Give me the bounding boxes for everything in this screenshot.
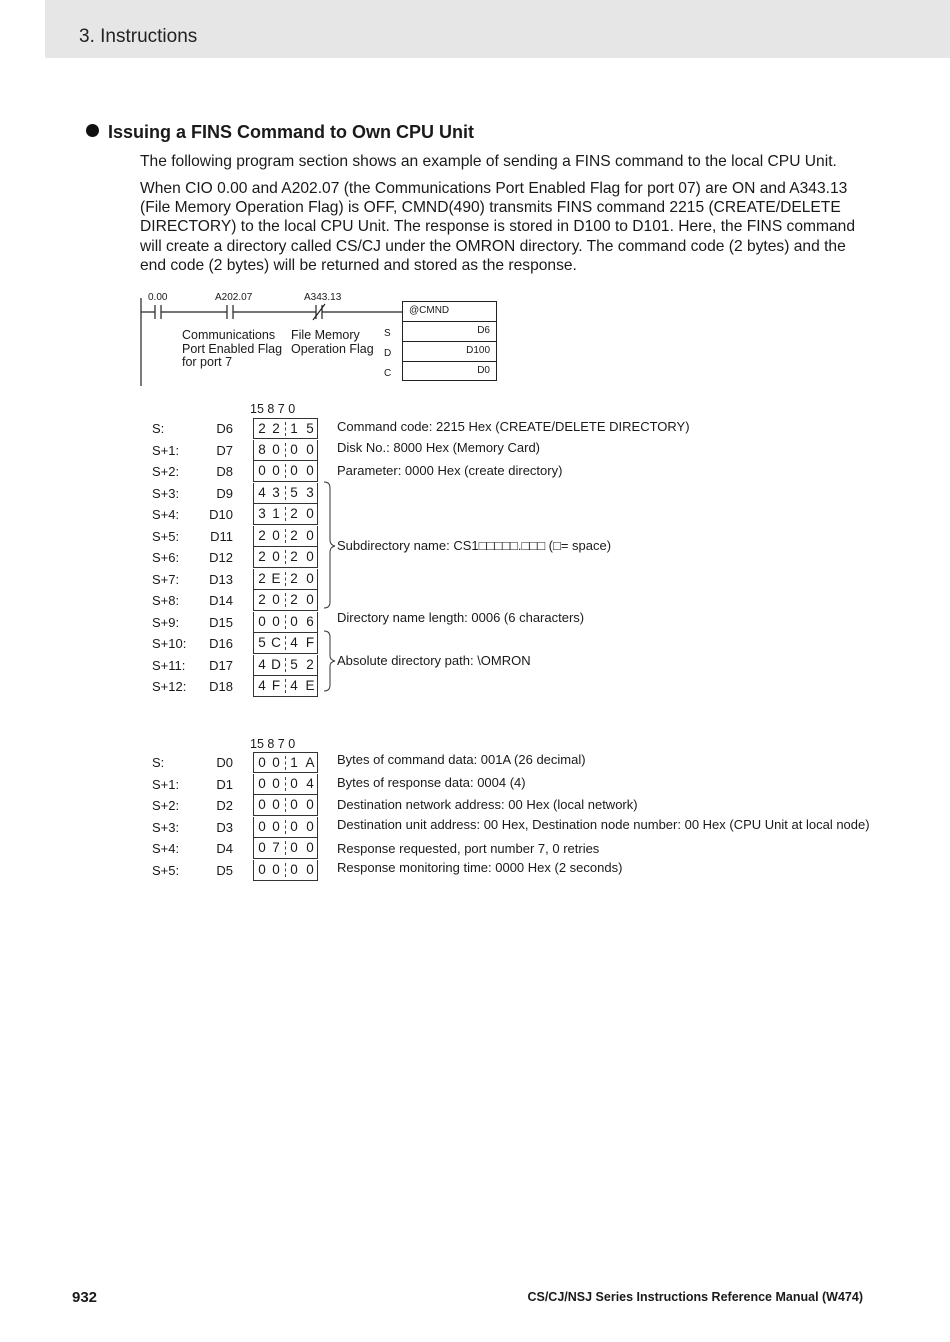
hex-digit: F [271, 678, 281, 693]
word-label: D14 [209, 593, 233, 608]
desc-parameter: Parameter: 0000 Hex (create directory) [337, 463, 563, 478]
hex-digit: 0 [272, 463, 280, 478]
desc-response-port: Response requested, port number 7, 0 retries [337, 841, 600, 856]
desc-subdirectory: Subdirectory name: CS1□□□□□.□□□ (□= space) [337, 538, 612, 553]
section-title-text: Issuing a FINS Command to Own CPU Unit [108, 122, 475, 142]
hex-digit: 3 [306, 484, 314, 500]
hex-digit: 4 [290, 635, 298, 650]
hex-digit: 0 [290, 797, 298, 812]
offset-label: S: [152, 755, 165, 770]
hex-digit: 0 [290, 861, 298, 877]
word-label: D8 [216, 464, 233, 479]
hex-digit: 5 [290, 484, 298, 500]
hex-digit: 0 [306, 549, 314, 564]
offset-label: S+12: [152, 679, 187, 694]
desc-cmd-bytes: Bytes of command data: 001A (26 decimal) [337, 752, 586, 767]
hex-digit: 0 [290, 463, 298, 478]
comm-port-flag-label: Communications Port Enabled Flag for port 7 [182, 328, 283, 369]
hex-digit: 2 [290, 549, 298, 564]
operand-s-value: D6 [477, 325, 490, 336]
hex-digit: 0 [306, 570, 314, 586]
contact-a202-label: A202.07 [215, 292, 253, 303]
hex-digit: 5 [258, 635, 266, 650]
hex-digit: 2 [258, 570, 266, 586]
contact-0-00-label: 0.00 [148, 292, 168, 303]
word-value-cell [253, 752, 318, 773]
hex-digit: 0 [272, 818, 280, 834]
table2-bit-header: 15 8 7 0 [250, 737, 296, 751]
offset-label: S+9: [152, 614, 180, 630]
offset-label: S+2: [152, 464, 180, 479]
offset-label: S+3: [152, 819, 180, 835]
hex-digit: 0 [290, 818, 298, 834]
hex-digit: 0 [258, 840, 266, 855]
word-label: D6 [216, 421, 233, 436]
hex-digit: 2 [258, 421, 266, 436]
hex-digit: 5 [306, 421, 314, 436]
instruction-name: @CMND [409, 305, 450, 316]
hex-digit: 0 [272, 592, 280, 607]
contact-a343-label: A343.13 [304, 292, 342, 303]
hex-digit: 0 [306, 441, 314, 457]
hex-digit: 7 [272, 840, 280, 855]
offset-label: S+3: [152, 485, 180, 501]
hex-digit: 2 [290, 506, 298, 521]
hex-digit: 0 [258, 861, 266, 877]
hex-digit: 1 [272, 506, 280, 521]
hex-digit: 0 [306, 797, 314, 812]
operand-letter-s: S [384, 328, 391, 339]
hex-digit: 0 [272, 527, 280, 543]
hex-digit: 4 [258, 656, 266, 672]
hex-digit: 4 [306, 775, 314, 791]
word-label: D2 [216, 798, 233, 813]
hex-digit: C [271, 635, 281, 650]
word-label: D17 [209, 657, 233, 673]
hex-digit: 0 [306, 463, 314, 478]
intro-paragraph: The following program section shows an example of sending a FINS command to the local CPU Unit. [140, 153, 837, 170]
desc-dest-network: Destination network address: 00 Hex (local network) [337, 797, 638, 812]
hex-digit: 0 [306, 840, 314, 855]
operand-letter-d: D [384, 348, 392, 359]
hex-digit: 5 [290, 656, 298, 672]
offset-label: S: [152, 421, 165, 436]
word-label: D15 [209, 614, 233, 630]
word-value-cell [253, 838, 318, 859]
word-label: D7 [216, 442, 233, 458]
hex-digit: 0 [272, 549, 280, 564]
word-label: D16 [209, 636, 233, 651]
hex-digit: 2 [258, 549, 266, 564]
hex-digit: A [305, 755, 315, 770]
hex-digit: 0 [258, 613, 266, 629]
word-label: D9 [216, 485, 233, 501]
hex-digit: 2 [290, 570, 298, 586]
operand-c-value: D0 [477, 365, 490, 376]
word-label: D1 [216, 776, 233, 792]
word-value-cell [253, 860, 318, 881]
hex-digit: 0 [306, 592, 314, 607]
offset-label: S+6: [152, 550, 180, 565]
hex-digit: 4 [258, 484, 266, 500]
word-label: D12 [209, 550, 233, 565]
hex-digit: 0 [258, 818, 266, 834]
hex-digit: 3 [258, 506, 266, 521]
offset-label: S+1: [152, 776, 180, 792]
desc-monitor-time: Response monitoring time: 0000 Hex (2 seconds) [337, 860, 623, 875]
hex-digit: 2 [290, 592, 298, 607]
file-memory-flag-label: File Memory Operation Flag [291, 328, 374, 356]
desc-disk-no: Disk No.: 8000 Hex (Memory Card) [337, 440, 540, 455]
hex-digit: E [271, 570, 281, 586]
hex-digit: 0 [272, 797, 280, 812]
hex-digit: 0 [272, 755, 280, 770]
abs-path-brace [324, 631, 335, 691]
hex-digit: F [305, 635, 315, 650]
desc-dir-length: Directory name length: 0006 (6 characters) [337, 610, 585, 625]
hex-digit: 2 [258, 592, 266, 607]
offset-label: S+5: [152, 528, 180, 544]
hex-digit: 0 [306, 506, 314, 521]
hex-digit: 0 [272, 613, 280, 629]
word-label: D4 [216, 841, 233, 856]
hex-digit: 0 [272, 861, 280, 877]
hex-digit: E [305, 678, 315, 693]
offset-label: S+1: [152, 442, 180, 458]
word-label: D0 [216, 755, 233, 770]
word-label: D11 [210, 528, 233, 544]
hex-digit: 0 [306, 861, 314, 877]
hex-digit: 3 [272, 484, 280, 500]
hex-digit: 0 [290, 840, 298, 855]
description-paragraph: When CIO 0.00 and A202.07 (the Communications Port Enabled Flag for port 07) are ON and A343.13 (File Memory Operation Flag) is OFF, CMND(490) transmits FINS command 2215 (CREATE/DELETE DIRECTORY) to the local CPU Unit. The response is stored in D100 to D101. Here, the FINS command will create a directory called CS/CJ under the OMRON directory. The command code (2 bytes) and the end code (2 bytes) will be returned and stored as the response. [140, 180, 856, 274]
page-number: 932 [72, 1289, 98, 1306]
offset-label: S+7: [152, 571, 180, 587]
hex-digit: 0 [306, 527, 314, 543]
operand-d-value: D100 [466, 345, 490, 356]
hex-digit: 2 [306, 656, 314, 672]
word-label: D10 [209, 507, 233, 522]
offset-label: S+10: [152, 636, 187, 651]
offset-label: S+11: [152, 657, 186, 673]
word-value-cell [253, 817, 318, 838]
desc-dest-unit: Destination unit address: 00 Hex, Destination node number: 00 Hex (CPU Unit at local node) [337, 817, 870, 832]
offset-label: S+4: [152, 507, 180, 522]
hex-digit: 6 [306, 613, 314, 629]
offset-label: S+4: [152, 841, 180, 856]
hex-digit: 0 [290, 775, 298, 791]
desc-abs-path: Absolute directory path: \OMRON [337, 653, 531, 668]
offset-label: S+2: [152, 798, 180, 813]
hex-digit: 4 [258, 678, 266, 693]
hex-digit: D [271, 656, 281, 672]
offset-label: S+8: [152, 593, 180, 608]
hex-digit: 0 [258, 775, 266, 791]
hex-digit: 4 [290, 678, 298, 693]
chapter-title: 3. Instructions [79, 26, 198, 47]
hex-digit: 8 [258, 441, 266, 457]
offset-label: S+5: [152, 862, 180, 878]
word-label: D18 [209, 679, 233, 694]
hex-digit: 0 [306, 818, 314, 834]
hex-digit: 0 [272, 441, 280, 457]
hex-digit: 0 [258, 463, 266, 478]
word-label: D5 [216, 862, 233, 878]
manual-title: CS/CJ/NSJ Series Instructions Reference Manual (W474) [527, 1290, 863, 1304]
word-value-cell [253, 774, 318, 795]
hex-digit: 0 [290, 613, 298, 629]
hex-digit: 1 [290, 755, 298, 770]
hex-digit: 1 [290, 421, 298, 436]
hex-digit: 2 [272, 421, 280, 436]
desc-resp-bytes: Bytes of response data: 0004 (4) [337, 775, 526, 790]
hex-digit: 2 [258, 527, 266, 543]
hex-digit: 0 [272, 775, 280, 791]
operand-letter-c: C [384, 368, 392, 379]
word-label: D13 [209, 571, 233, 587]
hex-digit: 0 [258, 755, 266, 770]
word-value-cell [253, 795, 318, 816]
hex-digit: 0 [290, 441, 298, 457]
hex-digit: 2 [290, 527, 298, 543]
subdirectory-brace [324, 482, 335, 608]
word-label: D3 [216, 819, 233, 835]
table1-bit-header: 15 8 7 0 [250, 402, 296, 416]
desc-command-code: Command code: 2215 Hex (CREATE/DELETE DIRECTORY) [337, 419, 690, 434]
hex-digit: 0 [258, 797, 266, 812]
